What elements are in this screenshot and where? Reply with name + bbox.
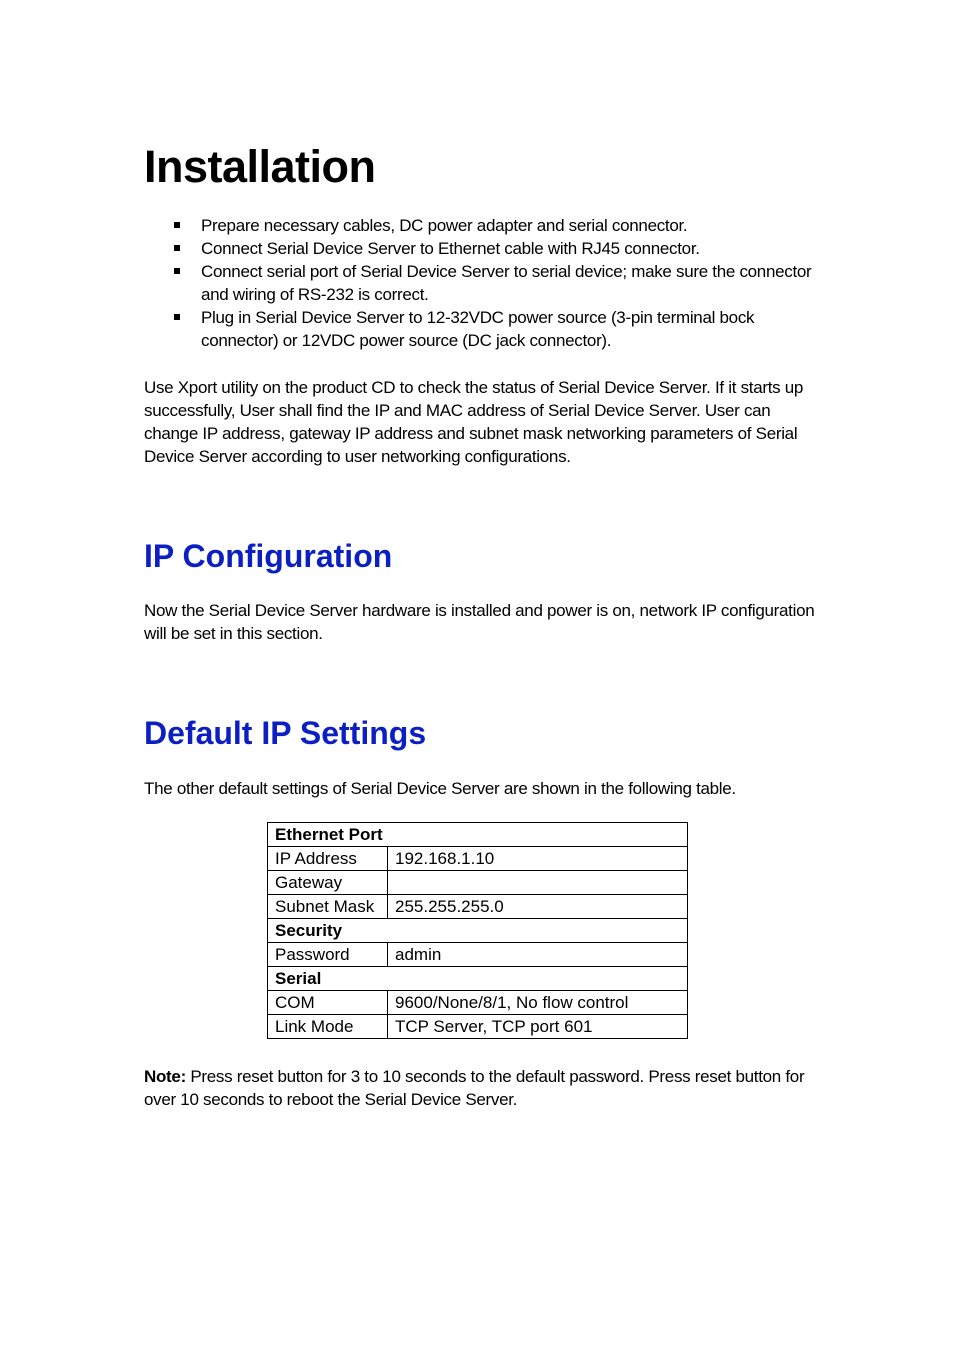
installation-steps-list <box>144 214 824 352</box>
note-paragraph <box>144 1065 824 1111</box>
installation-paragraph: Use Xport utility on the product CD to check the status of Serial Device Server. If it starts up successfully, User shall find the IP and MAC address of Serial Device Server. User can change IP address, gateway IP address and subnet mask networking parameters of Serial Device Server according to user networking configurations. <box>144 378 804 466</box>
list-item <box>144 214 824 237</box>
table-row <box>268 991 688 1015</box>
default-settings-table <box>267 822 688 1039</box>
note-label: Note: <box>144 1067 186 1086</box>
bullet-square-icon <box>174 268 180 274</box>
table-row <box>268 967 688 991</box>
installation-heading: Installation <box>144 141 376 192</box>
list-item-text: Connect Serial Device Server to Ethernet cable with RJ45 connector. <box>201 239 700 258</box>
table-section-header: Serial <box>268 967 688 991</box>
table-cell-label: IP Address <box>268 847 388 871</box>
table-cell-value: 255.255.255.0 <box>388 895 688 919</box>
bullet-square-icon <box>174 245 180 251</box>
table-row <box>268 895 688 919</box>
list-item <box>144 260 824 306</box>
table-cell-label: Gateway <box>268 871 388 895</box>
table-cell-value: TCP Server, TCP port 601 <box>388 1015 688 1039</box>
list-item-text: Plug in Serial Device Server to 12-32VDC power source (3-pin terminal bock connector) or 12VDC power source (DC jack connector). <box>201 308 755 350</box>
list-item-text: Connect serial port of Serial Device Server to serial device; make sure the connector and wiring of RS-232 is correct. <box>201 262 812 304</box>
table-cell-value: admin <box>388 943 688 967</box>
table-section-header: Ethernet Port <box>268 823 688 847</box>
table-row <box>268 847 688 871</box>
note-text: Press reset button for 3 to 10 seconds to the default password. Press reset button for over 10 seconds to reboot the Serial Device Server. <box>144 1067 805 1109</box>
table-row <box>268 919 688 943</box>
table-cell-label: Subnet Mask <box>268 895 388 919</box>
ip-configuration-heading: IP Configuration <box>144 538 393 574</box>
table-cell-value <box>388 871 688 895</box>
table-cell-value: 9600/None/8/1, No flow control <box>388 991 688 1015</box>
table-cell-label: COM <box>268 991 388 1015</box>
ip-configuration-paragraph: Now the Serial Device Server hardware is installed and power is on, network IP configuration will be set in this section. <box>144 601 815 643</box>
table-cell-label: Link Mode <box>268 1015 388 1039</box>
table-cell-value: 192.168.1.10 <box>388 847 688 871</box>
table-cell-label: Password <box>268 943 388 967</box>
table-section-header: Security <box>268 919 688 943</box>
list-item-text: Prepare necessary cables, DC power adapter and serial connector. <box>201 216 688 235</box>
list-item <box>144 237 824 260</box>
bullet-square-icon <box>174 314 180 320</box>
list-item <box>144 306 824 352</box>
table-row <box>268 871 688 895</box>
table-row <box>268 823 688 847</box>
table-row <box>268 943 688 967</box>
table-row <box>268 1015 688 1039</box>
bullet-square-icon <box>174 222 180 228</box>
default-ip-settings-heading: Default IP Settings <box>144 715 427 751</box>
default-settings-intro: The other default settings of Serial Device Server are shown in the following table. <box>144 779 736 798</box>
